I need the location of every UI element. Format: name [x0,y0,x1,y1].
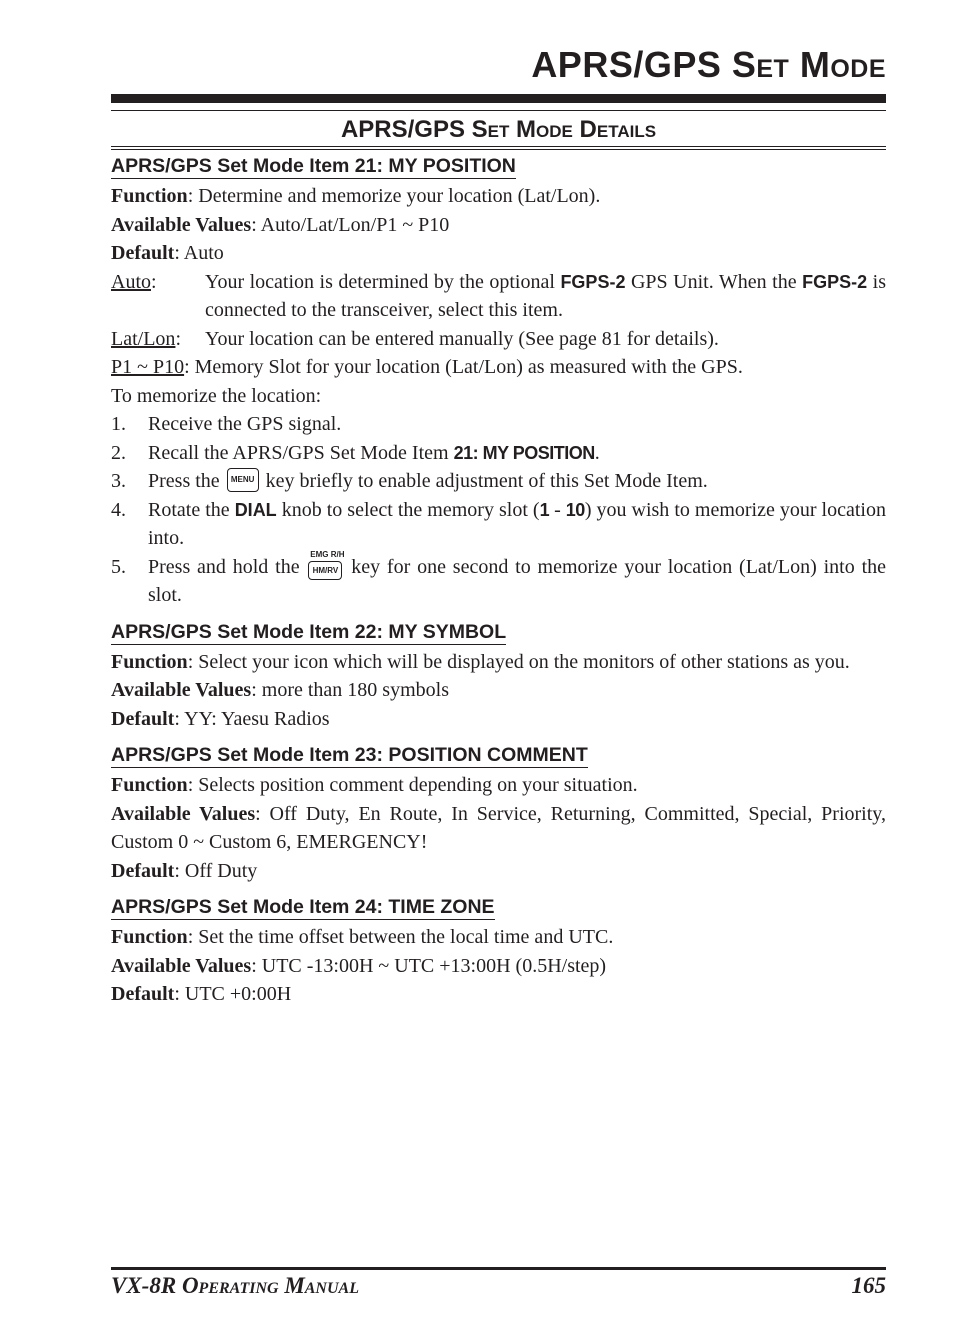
step-2 [111,439,886,468]
function-line [111,923,886,952]
default-text: : Off Duty [174,859,258,882]
default-label: Default [111,859,175,882]
function-text: : Select your icon which will be displayed on the monitors of other stations as you. [187,650,850,673]
step-text: . [594,441,600,464]
available-values-line [111,676,886,705]
item-heading: APRS/GPS Set Mode Item 21: MY POSITION [111,155,516,177]
function-label: Function [111,774,188,796]
option-sep: : [184,356,190,378]
fgps2-label: FGPS-2 [802,271,868,292]
available-values-label: Available Values [111,679,252,701]
option-text: Your location can be entered manually (See page 81 for details). [205,327,719,350]
item-23 [111,744,886,885]
step-text: ) you wish to memorize your location into. [148,498,886,549]
section-rule-bottom [111,149,886,150]
footer-rule [111,1267,886,1270]
title-rule-thick [111,94,886,103]
step-text: Press the [148,470,225,492]
step-text: knob to select the memory slot ( [276,498,540,521]
hm-rv-key-icon [308,550,345,580]
footer-model: VX-8R [111,1273,177,1298]
menu-key-icon: MENU [227,468,259,492]
option-text: Your location is determined by the optional [205,270,561,293]
step-text: Press and hold the [148,555,307,578]
step-number: 2. [111,441,126,464]
option-sep: : [151,270,157,293]
available-values-label: Available Values [111,213,252,236]
item-24 [111,896,886,1009]
dial-label: DIAL [234,499,277,520]
title-rule-thin [111,110,886,111]
content [111,155,886,1009]
option-p1-p10 [111,353,886,382]
step-text: - [549,498,566,521]
function-label: Function [111,650,188,673]
option-key: Auto [111,270,151,293]
step-text: Recall the APRS/GPS Set Mode Item [148,441,454,464]
function-text: : Set the time offset between the local time and UTC. [187,926,614,948]
default-text: : YY: Yaesu Radios [174,707,330,730]
option-text: is connected to the transceiver, select this item. [205,270,886,321]
available-values-text: : Off Duty, En Route, In Service, Returning, Committed, Special, Priority, Custom 0 ~ Custom 6, EMERGENCY! [111,802,886,853]
option-key: P1 ~ P10 [111,356,185,378]
page-number: 165 [851,1273,886,1298]
default-line [111,980,886,1009]
default-label: Default [111,707,175,730]
lcd-menu-name: 21: MY POSITION [453,442,595,463]
option-latlon [111,325,886,354]
footer-manual-title [111,1273,359,1299]
item-heading: APRS/GPS Set Mode Item 23: POSITION COMMENT [111,744,588,766]
page-title-main: APRS/GPS [531,44,722,85]
step-text: Receive the GPS signal. [148,413,342,435]
available-values-line [111,952,886,981]
emg-rh-key-label: EMG R/H [310,550,345,560]
function-label: Function [111,185,188,207]
function-line [111,771,886,800]
available-values-text: : UTC -13:00H ~ UTC +13:00H (0.5H/step) [251,954,607,977]
default-label: Default [111,242,175,264]
function-text: : Determine and memorize your location (Lat/Lon). [187,185,601,207]
available-values-label: Available Values [111,802,256,825]
default-label: Default [111,983,175,1005]
section-title-main: APRS/GPS [340,116,465,143]
hm-rv-key-label: HM/RV [312,566,339,576]
lcd-slot-end: 10 [565,499,585,520]
section-rule-top [111,146,886,147]
step-3 [111,467,886,496]
option-text: Memory Slot for your location (Lat/Lon) as measured with the GPS. [189,356,743,378]
available-values-text: : Auto/Lat/Lon/P1 ~ P10 [251,213,450,236]
page-title [531,44,886,86]
step-4 [111,496,886,553]
step-text: key for one second to memorize your location (Lat/Lon) into the slot. [148,555,886,606]
option-text: GPS Unit. When the [625,270,803,293]
default-line [111,239,886,268]
function-line [111,182,886,211]
function-label: Function [111,926,188,948]
section-title [111,116,886,144]
available-values-line [111,211,886,240]
step-number: 4. [111,498,126,521]
option-sep: : [175,327,181,350]
section-title-rest: Set Mode Details [471,116,657,143]
option-auto [111,268,886,325]
step-text: key briefly to enable adjustment of this Set Mode Item. [260,470,708,492]
function-line [111,648,886,677]
step-number: 5. [111,555,126,578]
default-text: : Auto [174,242,224,264]
step-text: Rotate the [148,498,235,521]
item-22 [111,621,886,734]
step-number: 1. [111,413,126,435]
item-heading: APRS/GPS Set Mode Item 24: TIME ZONE [111,896,495,918]
item-heading: APRS/GPS Set Mode Item 22: MY SYMBOL [111,620,507,643]
default-line [111,857,886,886]
available-values-label: Available Values [111,954,252,977]
option-key: Lat/Lon [111,327,176,350]
lcd-slot-start: 1 [539,499,550,520]
default-line [111,705,886,734]
page-title-rest: Set Mode [731,44,886,85]
item-21 [111,155,886,610]
footer-manual: Operating Manual [181,1273,359,1298]
step-number: 3. [111,470,126,492]
default-text: : UTC +0:00H [174,983,292,1005]
fgps2-label: FGPS-2 [560,271,626,292]
available-values-line [111,800,886,857]
function-text: : Selects position comment depending on your situation. [187,774,638,796]
step-1 [111,410,886,439]
available-values-text: : more than 180 symbols [251,679,449,701]
step-5 [111,550,886,610]
memorize-intro: To memorize the location: [111,384,322,407]
